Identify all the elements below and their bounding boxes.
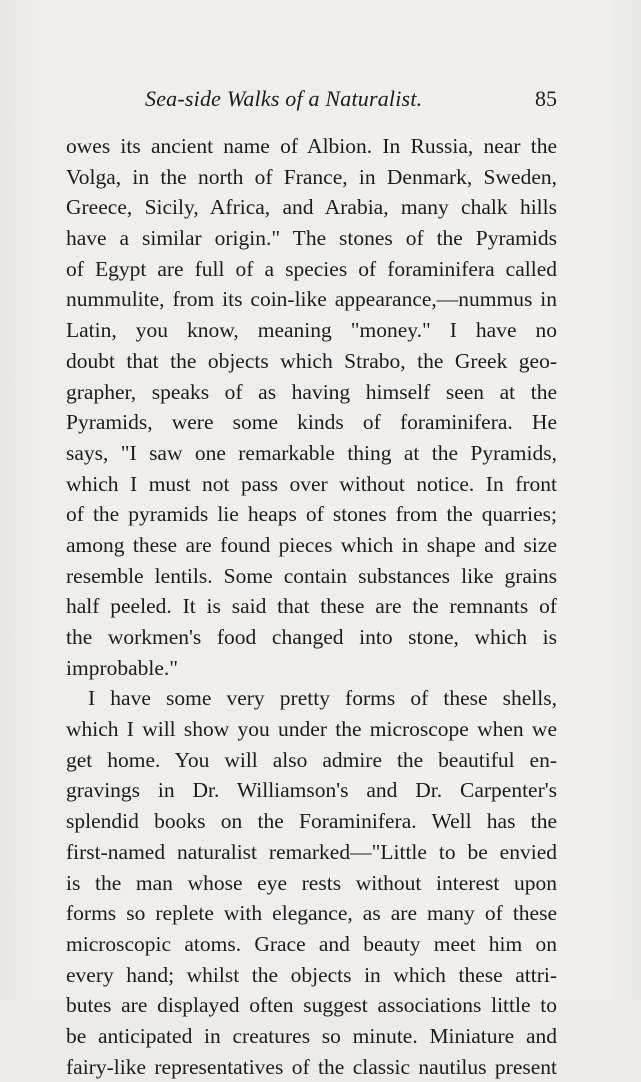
text-line: of Egypt are full of a species of foraminifera called (66, 256, 557, 281)
text-line: doubt that the objects which Strabo, the Greek geo- (66, 348, 557, 373)
text-line: the workmen's food changed into stone, which is (66, 625, 557, 649)
paragraph-start-line: I have some very pretty forms of these shells, (88, 686, 557, 711)
text-line: owes its ancient name of Albion. In Russia, near the (66, 134, 557, 158)
text-line: forms so replete with elegance, as are many of these (66, 901, 557, 926)
text-line: Greece, Sicily, Africa, and Arabia, many chalk hills (66, 195, 557, 220)
text-line: nummulite, from its coin-like appearance,—nummus in (66, 287, 557, 312)
text-line: butes are displayed often suggest associations little to (66, 993, 557, 1018)
text-line: among these are found pieces which in shape and size (66, 532, 557, 557)
text-line: says, "I saw one remarkable thing at the Pyramids, (66, 440, 557, 465)
text-line: of the pyramids lie heaps of stones from the quarries; (66, 502, 557, 527)
text-line: which I must not pass over without notice. In front (66, 471, 557, 496)
paragraph-end-line: improbable." (66, 655, 179, 680)
text-line: is the man whose eye rests without interest upon (66, 870, 557, 895)
running-title: Sea-side Walks of a Naturalist. (145, 86, 423, 111)
text-line: gravings in Dr. Williamson's and Dr. Carpenter's (66, 778, 557, 803)
text-line: Pyramids, were some kinds of foraminifera. He (66, 410, 557, 435)
text-line: splendid books on the Foraminifera. Well has the (66, 809, 557, 834)
text-line: be anticipated in creatures so minute. Miniature and (66, 1023, 557, 1048)
page-number: 85 (535, 86, 557, 111)
text-line: which I will show you under the microscope when we (66, 717, 557, 742)
text-line: grapher, speaks of as having himself seen at the (66, 379, 557, 404)
text-line: fairy-like representatives of the classic nautilus present (66, 1054, 557, 1079)
text-line: every hand; whilst the objects in which these attri- (66, 962, 557, 987)
running-head (0, 86, 641, 118)
text-line: first-named naturalist remarked—"Little to be envied (66, 839, 557, 864)
text-line: Latin, you know, meaning "money." I have no (66, 318, 557, 343)
body-text (66, 131, 557, 1082)
text-line: resemble lentils. Some contain substances like grains (66, 563, 557, 588)
text-line: get home. You will also admire the beautiful en- (66, 747, 557, 772)
text-line: half peeled. It is said that these are the remnants of (66, 594, 557, 619)
text-line: have a similar origin." The stones of the Pyramids (66, 226, 557, 251)
text-line: Volga, in the north of France, in Denmark, Sweden, (66, 164, 557, 189)
text-line: microscopic atoms. Grace and beauty meet him on (66, 931, 557, 956)
